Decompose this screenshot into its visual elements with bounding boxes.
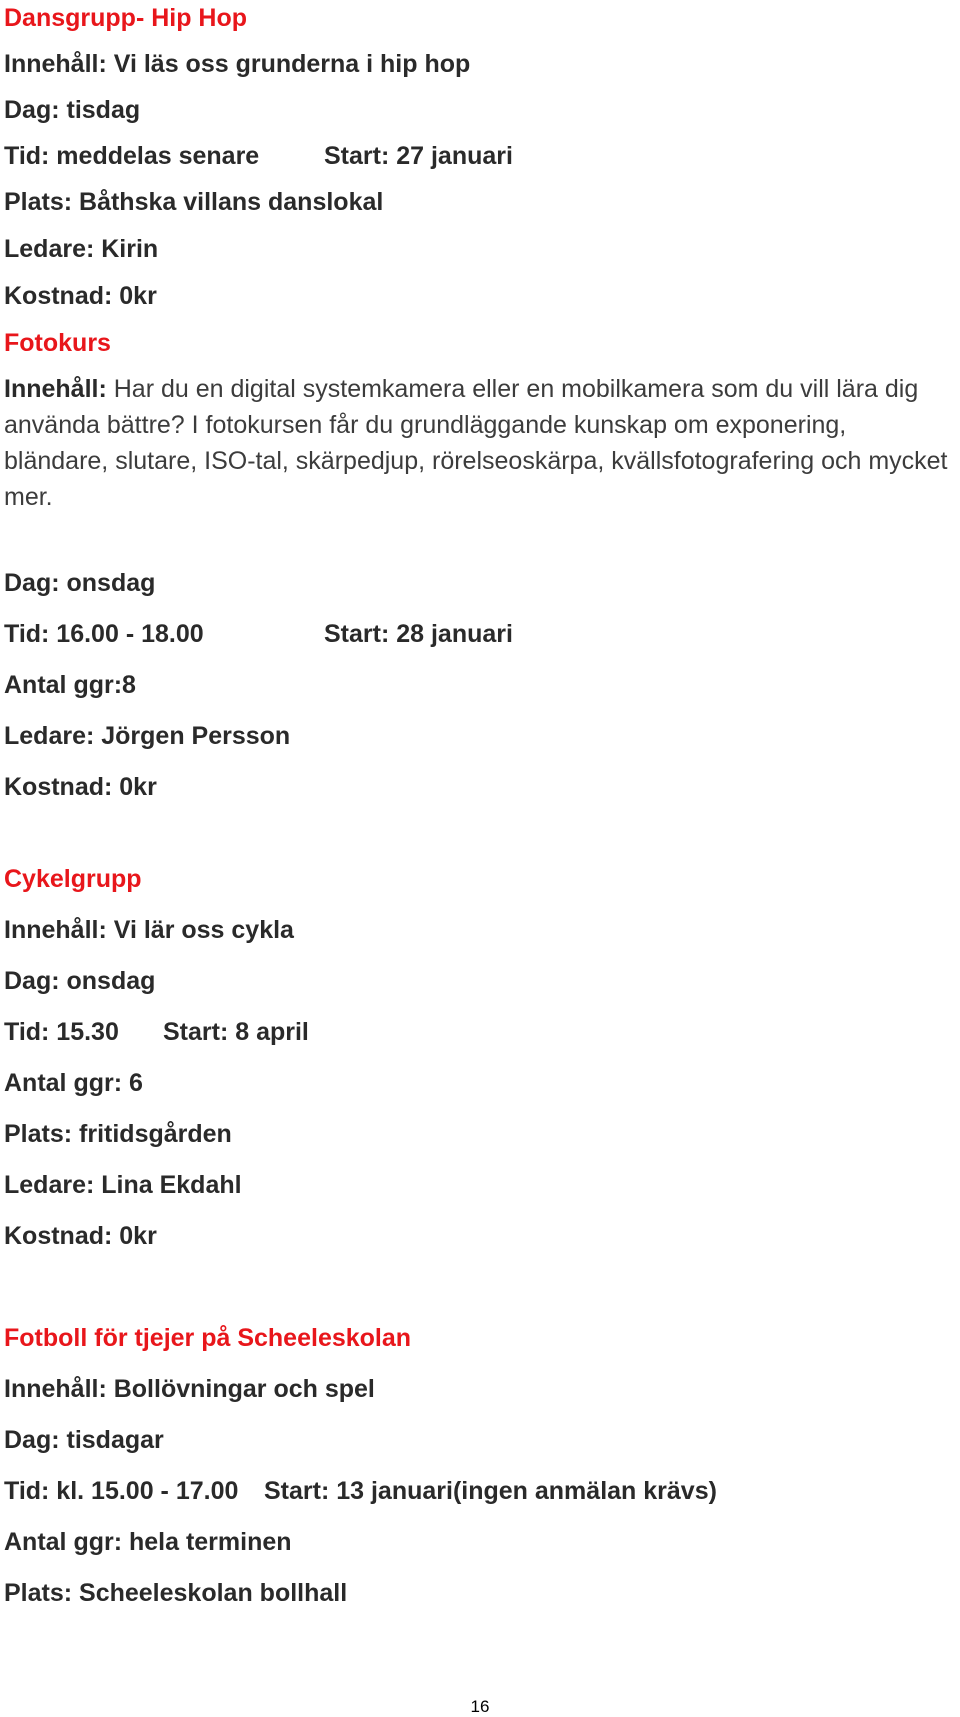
leader-fotokurs: Ledare: Jörgen Persson: [4, 722, 291, 750]
day-dansgrupp: Dag: tisdag: [4, 96, 141, 124]
page-number: 16: [470, 1697, 490, 1716]
place-cykelgrupp: Plats: fritidsgården: [4, 1120, 232, 1148]
start-fotboll: Start: 13 januari(ingen anmälan krävs): [264, 1477, 717, 1505]
time-dansgrupp: Tid: meddelas senare: [4, 142, 260, 170]
start-fotokurs: Start: 28 januari: [324, 620, 513, 648]
section-title-cykelgrupp: Cykelgrupp: [4, 865, 142, 893]
time-cykelgrupp: Tid: 15.30: [4, 1018, 119, 1046]
section-title-fotboll: Fotboll för tjejer på Scheeleskolan: [4, 1324, 412, 1352]
content-text-fotokurs: Har du en digital systemkamera eller en mobilkamera som du vill lära dig använda bättre? I fotokursen får du grundläggande kunskap om exponering, bländare, slutare, ISO-tal, skärpedjup, rörelseoskärpa, kvällsfotografering och mycket mer.: [4, 375, 948, 511]
count-fotokurs: Antal ggr:8: [4, 671, 136, 699]
count-fotboll: Antal ggr: hela terminen: [4, 1528, 292, 1556]
day-cykelgrupp: Dag: onsdag: [4, 967, 156, 995]
time-fotokurs: Tid: 16.00 - 18.00: [4, 620, 204, 648]
day-fotokurs: Dag: onsdag: [4, 569, 156, 597]
content-fotokurs: [4, 371, 949, 515]
content-cykelgrupp: Innehåll: Vi lär oss cykla: [4, 916, 294, 944]
content-label-fotokurs: Innehåll:: [4, 375, 107, 403]
place-fotboll: Plats: Scheeleskolan bollhall: [4, 1579, 348, 1607]
section-title-dansgrupp: Dansgrupp- Hip Hop: [4, 4, 248, 32]
content-dansgrupp: Innehåll: Vi läs oss grunderna i hip hop: [4, 50, 471, 78]
cost-cykelgrupp: Kostnad: 0kr: [4, 1222, 157, 1250]
day-fotboll: Dag: tisdagar: [4, 1426, 164, 1454]
section-title-fotokurs: Fotokurs: [4, 329, 111, 357]
cost-dansgrupp: Kostnad: 0kr: [4, 282, 157, 310]
content-fotboll: Innehåll: Bollövningar och spel: [4, 1375, 375, 1403]
start-dansgrupp: Start: 27 januari: [324, 142, 513, 170]
cost-fotokurs: Kostnad: 0kr: [4, 773, 157, 801]
leader-cykelgrupp: Ledare: Lina Ekdahl: [4, 1171, 242, 1199]
start-cykelgrupp: Start: 8 april: [163, 1018, 309, 1046]
count-cykelgrupp: Antal ggr: 6: [4, 1069, 143, 1097]
time-fotboll: Tid: kl. 15.00 - 17.00: [4, 1477, 239, 1505]
place-dansgrupp: Plats: Båthska villans danslokal: [4, 188, 384, 216]
leader-dansgrupp: Ledare: Kirin: [4, 235, 159, 263]
